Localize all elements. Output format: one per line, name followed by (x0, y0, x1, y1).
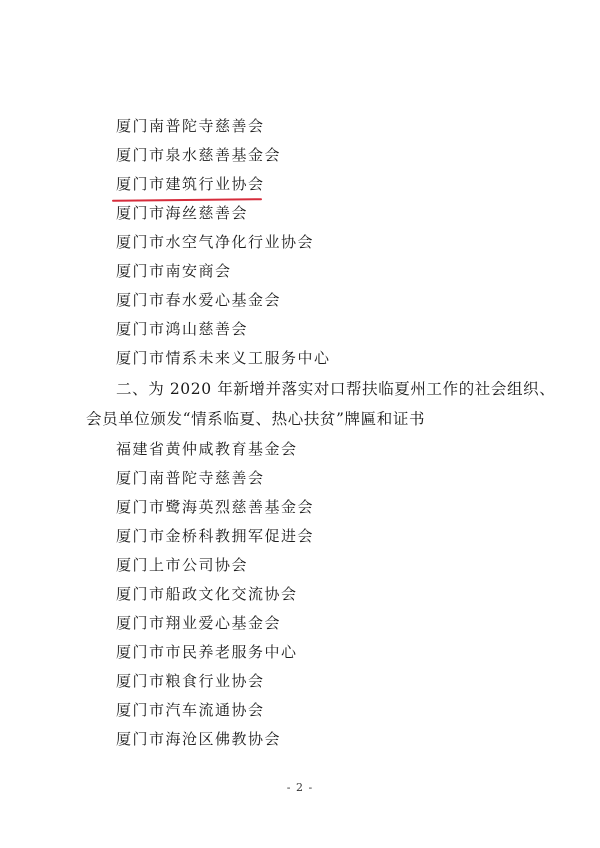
org-list-item: 厦门市海丝慈善会 (116, 204, 249, 222)
org-list-item: 厦门市海沧区佛教协会 (116, 730, 282, 748)
section-heading-line1: 二、为 2020 年新增并落实对口帮扶临夏州工作的社会组织、 (116, 380, 556, 398)
org-list-item: 厦门市鹭海英烈慈善基金会 (116, 498, 315, 516)
org-list-item: 厦门上市公司协会 (116, 556, 249, 574)
org-list-item: 厦门市春水爱心基金会 (116, 291, 282, 309)
org-list-item: 厦门市南安商会 (116, 262, 232, 280)
org-list-item: 厦门市泉水慈善基金会 (116, 146, 282, 164)
page-number: - 2 - (286, 781, 314, 794)
org-list-item: 厦门南普陀寺慈善会 (116, 469, 265, 487)
org-list-item: 厦门南普陀寺慈善会 (116, 117, 265, 135)
org-list-item: 厦门市粮食行业协会 (116, 672, 265, 690)
org-list-item: 厦门市翔业爱心基金会 (116, 614, 282, 632)
org-list-item: 厦门市市民养老服务中心 (116, 643, 298, 661)
red-highlight-underline (112, 198, 262, 202)
org-list-item: 厦门市水空气净化行业协会 (116, 233, 315, 251)
org-list-item: 厦门市鸿山慈善会 (116, 320, 249, 338)
org-list-item: 厦门市汽车流通协会 (116, 701, 265, 719)
org-list-item: 厦门市船政文化交流协会 (116, 585, 298, 603)
org-list-item: 厦门市建筑行业协会 (116, 175, 265, 193)
org-list-item: 厦门市金桥科教拥军促进会 (116, 527, 315, 545)
org-list-item: 厦门市情系未来义工服务中心 (116, 349, 331, 367)
org-list-item: 福建省黄仲咸教育基金会 (116, 440, 298, 458)
section-heading-line2: 会员单位颁发“情系临夏、热心扶贫”牌匾和证书 (86, 410, 426, 428)
